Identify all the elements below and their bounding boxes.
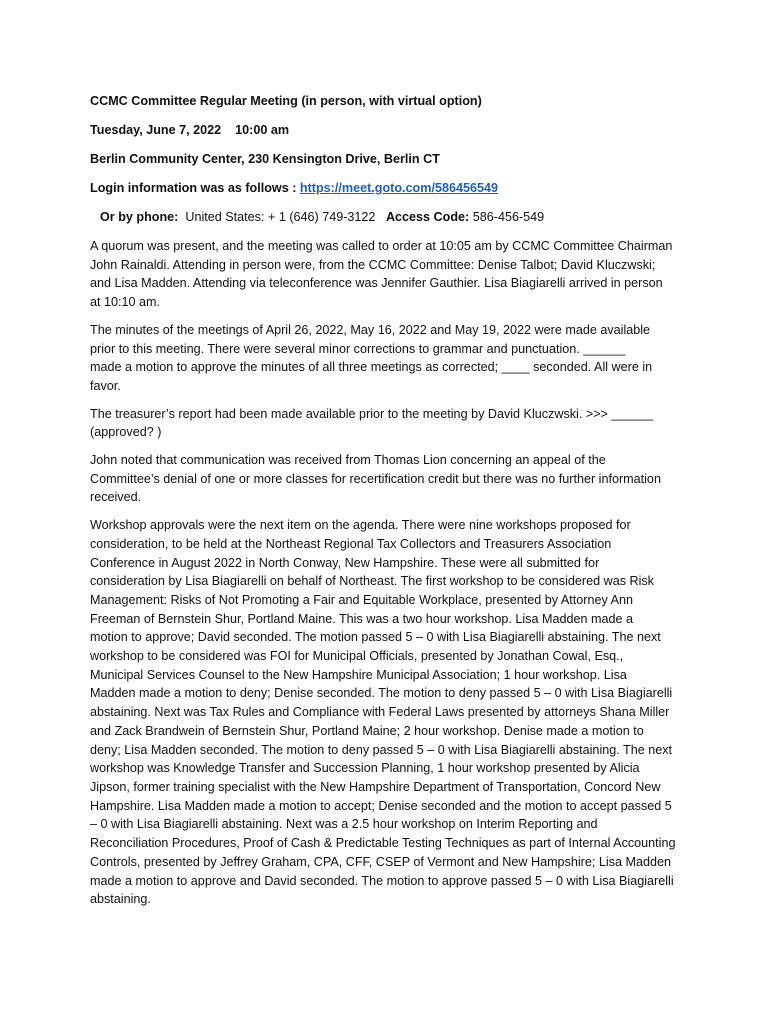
meeting-location: Berlin Community Center, 230 Kensington Drive, Berlin CT: [90, 152, 440, 166]
document-page: [90, 92, 686, 918]
access-code-value: 586-456-549: [472, 210, 545, 224]
phone-number: United States: + 1 (646) 749-3122: [181, 210, 386, 224]
access-code-label: Access Code:: [385, 210, 473, 224]
login-label: Login information was as follows :: [90, 181, 300, 195]
meeting-date: Tuesday, June 7, 2022 10:00 am: [90, 123, 290, 137]
login-info: [90, 179, 686, 198]
paragraph-treasurer: The treasurer’s report had been made available prior to the meeting by David Kluczwski. >>> ______ (approved? ): [90, 406, 654, 440]
paragraph-minutes: The minutes of the meetings of April 26, 2022, May 16, 2022 and May 19, 2022 were made available prior to this meeting. There were several minor corrections to grammar and punctuation. ______ made a motion to approve the minutes of all three meetings as corrected; ____ seconded. All were in favor.: [90, 322, 653, 393]
phone-label: Or by phone:: [100, 210, 182, 224]
meeting-link[interactable]: https://meet.goto.com/586456549: [299, 181, 498, 195]
paragraph-communication: John noted that communication was received from Thomas Lion concerning an appeal of the Committee’s denial of one or more classes for recertification credit but there was no further information received.: [90, 453, 661, 505]
meeting-title: CCMC Committee Regular Meeting (in person, with virtual option): [90, 94, 482, 108]
phone-info: [90, 208, 686, 227]
paragraph-workshops: Workshop approvals were the next item on the agenda. There were nine workshops proposed for consideration, to be held at the Northeast Regional Tax Collectors and Treasurers Association Conference in August 2022 in North Conway, New Hampshire. These were all submitted for consideration by Lisa Biagiarelli on behalf of Northeast. The first workshop to be considered was Risk Management: Risks of Not Promoting a Fair and Equitable Workplace, presented by Attorney Ann Freeman of Bernstein Shur, Portland Maine. This was a two hour workshop. Lisa Madden made a motion to approve; David seconded. The motion passed 5 – 0 with Lisa Biagiarelli abstaining. The next workshop to be considered was FOI for Municipal Officials, presented by Jonathan Cowal, Esq., Municipal Services Counsel to the New Hampshire Municipal Association; 1 hour workshop. Lisa Madden made a motion to deny; Denise seconded. The motion to deny passed 5 – 0 with Lisa Biagiarelli abstaining. Next was Tax Rules and Compliance with Federal Laws presented by attorneys Shana Miller and Zack Brandwein of Bernstein Shur, Portland Maine; 2 hour workshop. Denise made a motion to deny; Lisa Madden seconded. The motion to deny passed 5 – 0 with Lisa Biagiarelli abstaining. The next workshop was Knowledge Transfer and Succession Planning, 1 hour workshop presented by Alicia Jipson, former training specialist with the New Hampshire Department of Transportation, Concord New Hampshire. Lisa Madden made a motion to accept; Denise seconded and the motion to accept passed 5 – 0 with Lisa Biagiarelli abstaining. Next was a 2.5 hour workshop on Interim Reporting and Reconciliation Procedures, Proof of Cash & Predictable Testing Techniques as part of Internal Accounting Controls, presented by Jeffrey Graham, CPA, CFF, CSEP of Vermont and New Hampshire; Lisa Madden made a motion to approve and David seconded. The motion to approve passed 5 – 0 with Lisa Biagiarelli abstaining.: [90, 518, 676, 907]
paragraph-quorum: A quorum was present, and the meeting was called to order at 10:05 am by CCMC Committee Chairman John Rainaldi. Attending in person were, from the CCMC Committee: Denise Talbot; David Kluczwski; and Lisa Madden. Attending via teleconference was Jennifer Gauthier. Lisa Biagiarelli arrived in person at 10:10 am.: [90, 239, 673, 310]
